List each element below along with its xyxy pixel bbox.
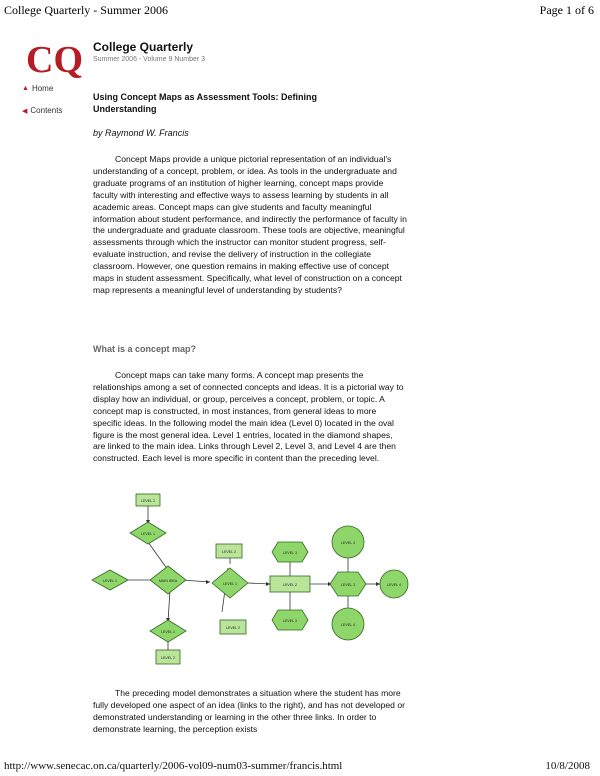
level1-label-center: LEVEL 1 bbox=[222, 582, 238, 586]
level4-label-top: LEVEL 4 bbox=[340, 541, 356, 545]
level2-label-right: LEVEL 2 bbox=[282, 583, 298, 587]
paragraph-2: Concept maps can take many forms. A concept map presents the relationships among a set of connected concepts and ideas. It is a pictorial way to display how an individual, or group, perceives a concept, problem, or topic. A concept map is constructed, in most instances, from general ideas to more specific ideas. In the following model the main idea (Level 0) located in the oval figure is the most general idea. Level 1 entries, located in the diamond shapes, are linked to the main idea. Links through Level 2, Level 3, and Level 4 are then constructed. Each level is more specific in content than the preceding level. bbox=[93, 370, 404, 464]
level3-label-right: LEVEL 3 bbox=[340, 583, 356, 587]
nav-home-label: Home bbox=[31, 84, 54, 93]
level4-label-right: LEVEL 4 bbox=[386, 583, 402, 587]
page-header bbox=[0, 0, 600, 22]
node-main-idea bbox=[150, 566, 186, 594]
logo-text: CQ bbox=[26, 39, 83, 81]
node-level3-bottom bbox=[272, 610, 308, 630]
page-footer bbox=[0, 758, 600, 776]
level1-label-left: LEVEL 1 bbox=[102, 579, 118, 583]
site-title: College Quarterly bbox=[93, 40, 194, 54]
article-byline: by Raymond W. Francis bbox=[93, 128, 189, 138]
article-title: Using Concept Maps as Assessment Tools: Defining Understanding bbox=[93, 92, 318, 114]
node-level3-right bbox=[330, 572, 366, 596]
left-triangle-icon: ◀ bbox=[22, 107, 28, 115]
main-idea-label: MAIN IDEA bbox=[158, 579, 178, 583]
college-quarterly-logo bbox=[26, 38, 83, 81]
nav-contents-link[interactable] bbox=[22, 106, 62, 115]
level4-label-bottom: LEVEL 4 bbox=[340, 623, 356, 627]
node-level1-bottom bbox=[150, 620, 186, 642]
level3-label-bottom: LEVEL 3 bbox=[282, 619, 298, 623]
node-level2-center-top bbox=[216, 544, 242, 558]
footer-url[interactable]: http://www.senecac.on.ca/quarterly/2006-vol09-num03-summer/francis.html bbox=[4, 760, 343, 772]
node-level2-top bbox=[136, 494, 160, 506]
level2-label-bottom: LEVEL 2 bbox=[160, 656, 176, 660]
paragraph-1: Concept Maps provide a unique pictorial representation of an individual's understanding of a concept, problem, or idea. As tools in the undergraduate and graduate programs of an institution of higher learning, concept maps provide faculty with interesting and effective ways to assess learning by students in all academic areas. Concept maps can give students and faculty meaningful information about student performance, and indirectly the performance of faculty in the undergraduate and graduate classroom. These tools are objective, meaningful assessments through which the instructor can monitor student progress, self-evaluate instruction, and revise the delivery of instruction in the collegiate classroom. However, one question remains in making effective use of concept maps in student assessment. Specifically, what level of construction on a concept map represents a meaningful level of understanding by students? bbox=[93, 154, 407, 295]
level3-label-top: LEVEL 3 bbox=[282, 551, 298, 555]
node-level3-top bbox=[272, 542, 308, 562]
nav-contents-label: Contents bbox=[30, 106, 63, 115]
site-subtitle: Summer 2006 - Volume 9 Number 3 bbox=[93, 56, 206, 63]
header-title: College Quarterly - Summer 2006 bbox=[4, 3, 168, 17]
node-level4-right bbox=[380, 570, 408, 598]
node-level4-top bbox=[332, 526, 364, 558]
paragraph-3: The preceding model demonstrates a situation where the student has more fully developed one aspect of an idea (links to the right), and has not developed or demonstrated understanding or learning in the other three links. In order to demonstrate learning, the perception exists bbox=[93, 688, 405, 734]
node-level1-top bbox=[130, 522, 166, 544]
level1-label-bottom: LEVEL 1 bbox=[160, 630, 176, 634]
node-level1-center bbox=[212, 568, 248, 598]
node-level2-right bbox=[270, 576, 310, 592]
level2-label-center-bottom: LEVEL 2 bbox=[225, 626, 241, 630]
footer-date: 10/8/2008 bbox=[545, 760, 590, 772]
nav-home-link[interactable] bbox=[22, 84, 53, 93]
node-level1-left bbox=[92, 570, 128, 590]
node-level2-bottom bbox=[156, 650, 180, 664]
concept-map-diagram bbox=[90, 492, 410, 672]
page-number: Page 1 of 6 bbox=[539, 3, 594, 17]
section-heading: What is a concept map? bbox=[93, 344, 197, 354]
node-level2-center-bottom bbox=[220, 620, 246, 634]
level2-label-center-top: LEVEL 2 bbox=[221, 550, 237, 554]
level1-label-top: LEVEL 1 bbox=[140, 532, 156, 536]
level2-label-top: LEVEL 2 bbox=[140, 499, 156, 503]
up-triangle-icon: ▲ bbox=[22, 85, 29, 92]
node-level4-bottom bbox=[332, 608, 364, 640]
